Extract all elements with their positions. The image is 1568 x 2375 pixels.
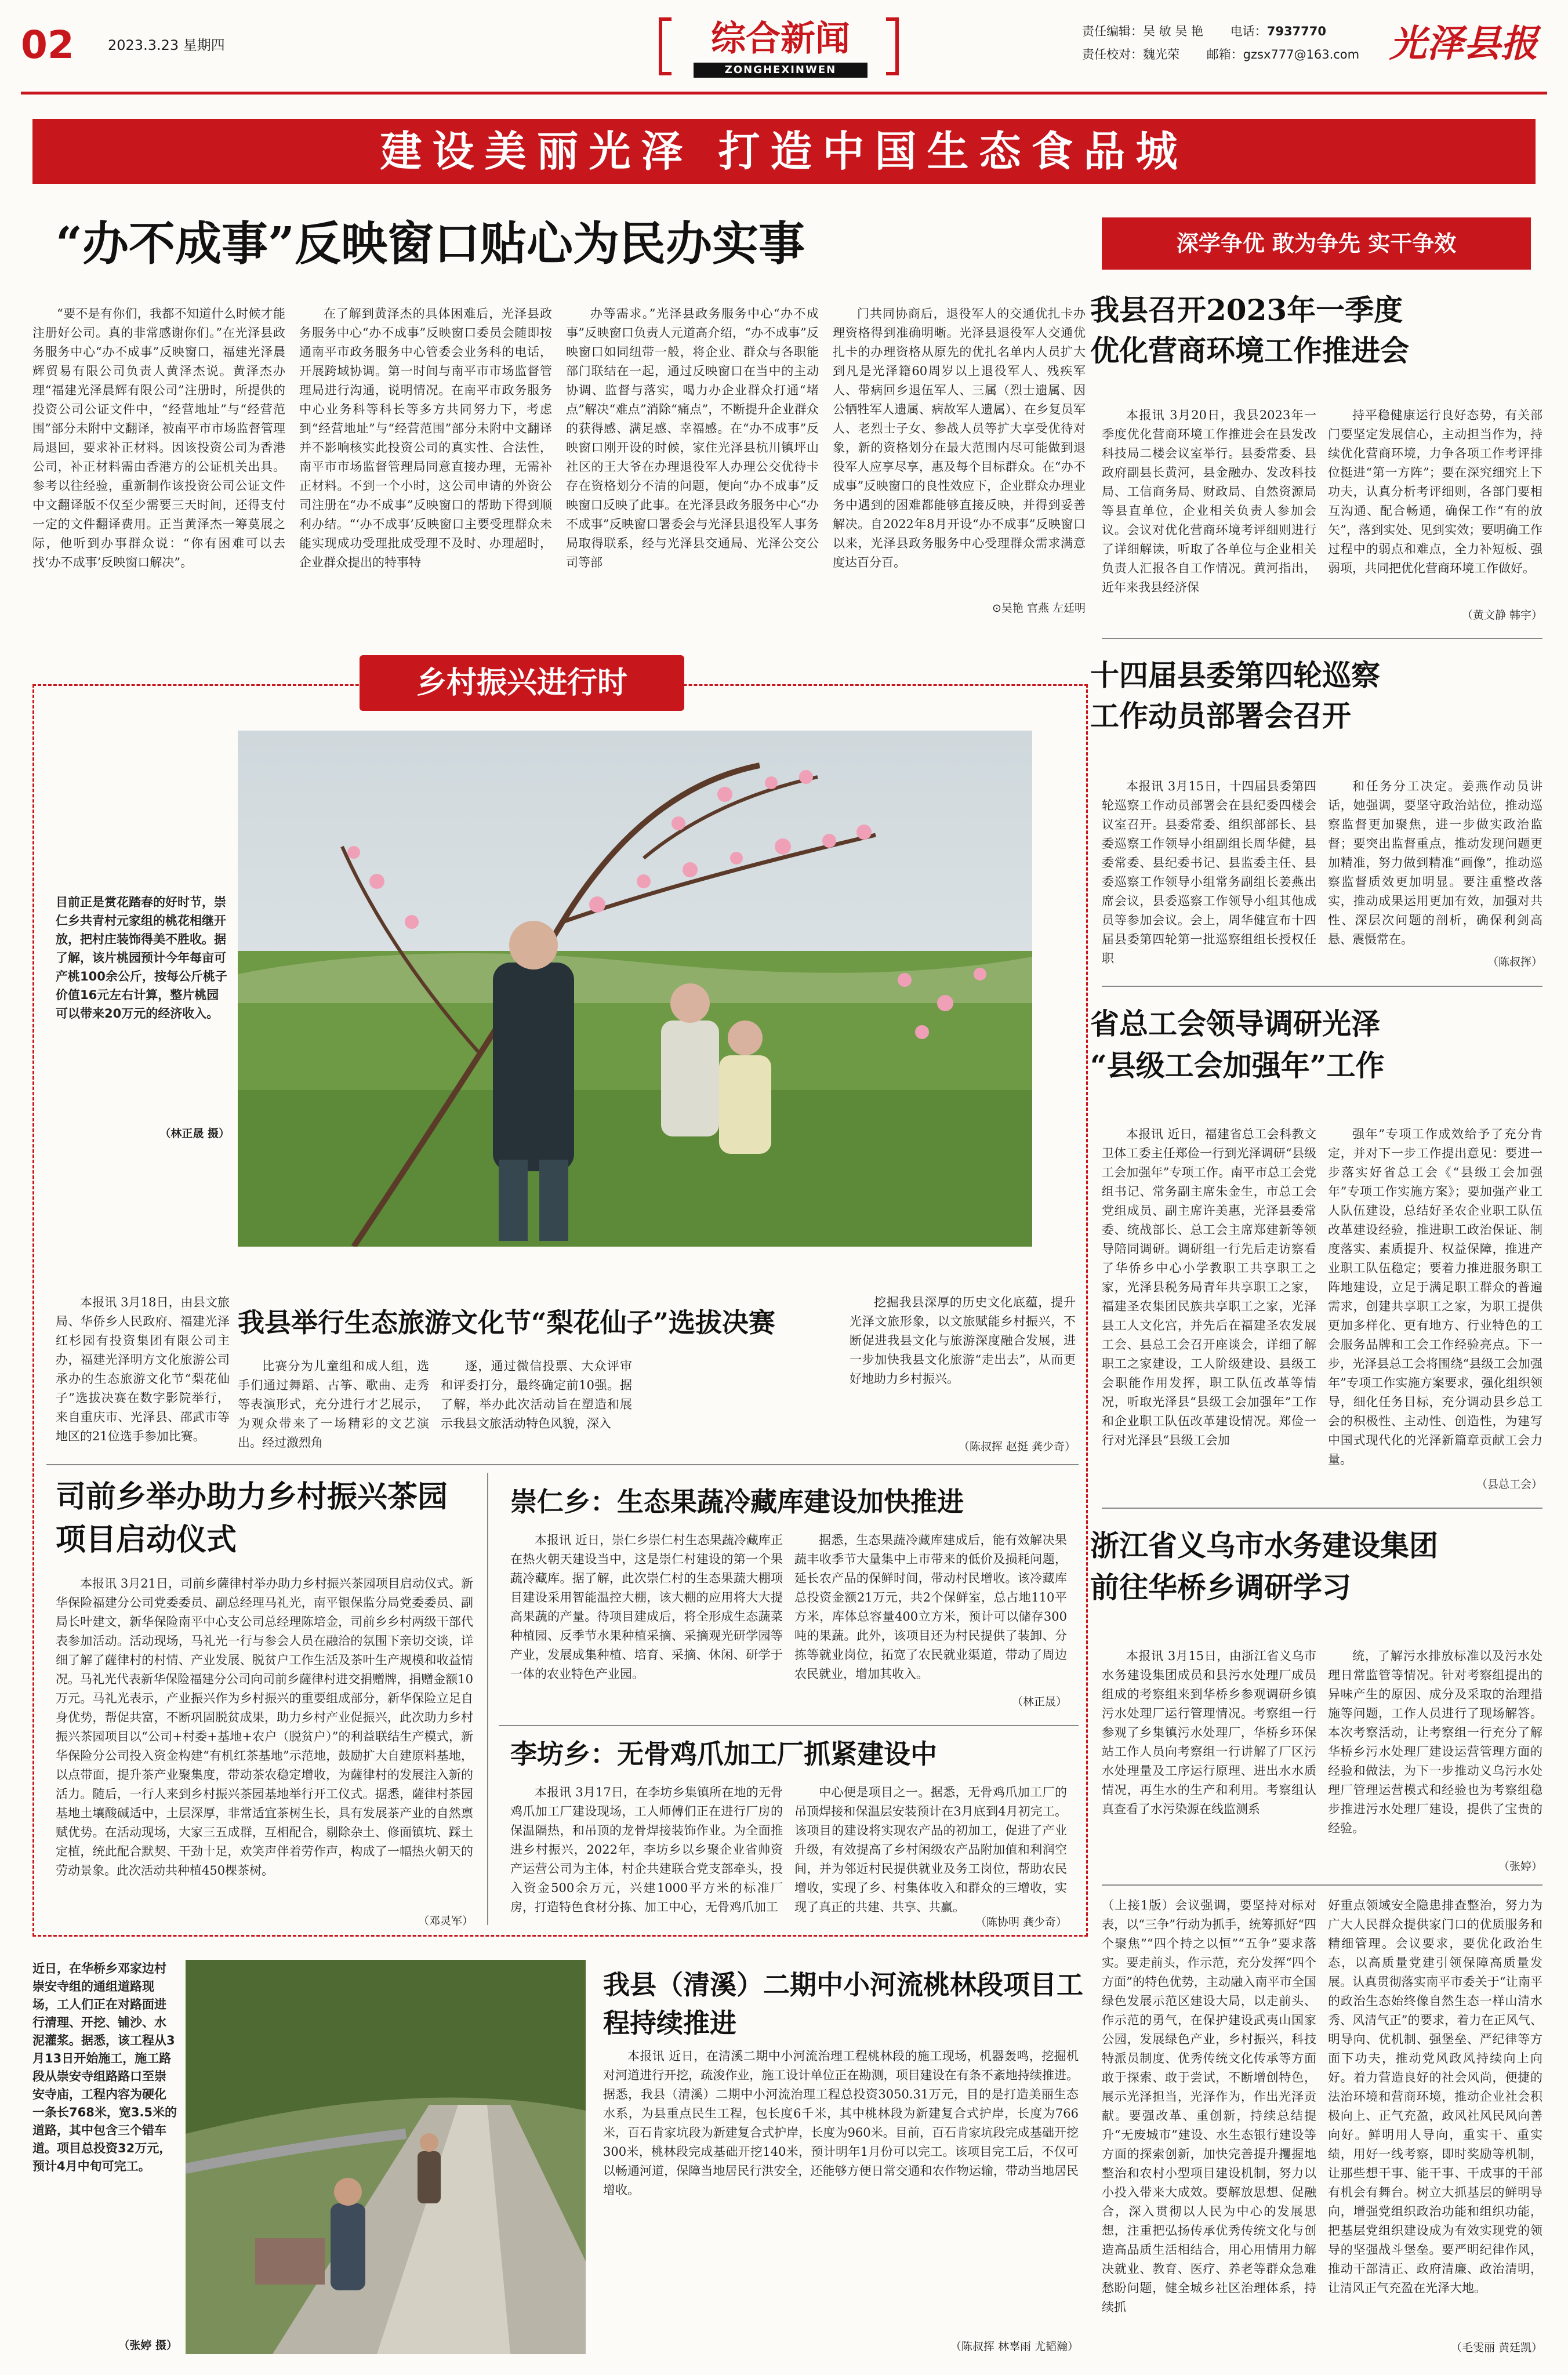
union-headline bbox=[1090, 1003, 1542, 1087]
river-story-headline: 我县（清溪）二期中小河流桃林段项目工程持续推进 bbox=[603, 1969, 1083, 2039]
issue-date: 2023.3.23 星期四 bbox=[108, 37, 225, 53]
union-byline: （县总工会） bbox=[1476, 1478, 1542, 1491]
yiwu-col-1: 本报讯 3月15日，由浙江省义乌市水务建设集团成员和县污水处理厂成员组成的考察组来到华桥乡参观调研乡镇污水处理厂运行管理情况。考察组一行参观了乡集镇污水处理厂，华桥乡环保站工作人员向考察组一行讲解了厂区污水处理量及工序运行原理、进出水水质情况，再生水的生产和利用。考察组认真查看了水污染源在线监测系 bbox=[1102, 1649, 1316, 1816]
pear-story-col-1: 本报讯 3月18日，由县文旅局、华侨乡人民政府、福建光泽红杉园有投资集团有限公司主办，福建光泽明方文化旅游公司承办的生态旅游文化节“梨花仙子”选拔决赛在数字影院举行，来自重庆市、光泽县、邵武市等地区的21位选手参加比赛。 bbox=[56, 1295, 230, 1443]
page-number: 02 bbox=[21, 23, 74, 67]
rural-tag-text: 乡村振兴进行时 bbox=[416, 666, 627, 700]
union-headline-line-1: 省总工会领导调研光泽 bbox=[1090, 1007, 1380, 1041]
pear-story-byline: （陈叔挥 赵挺 龚少奇） bbox=[958, 1440, 1076, 1453]
river-story-body: 本报讯 近日，在清溪二期中小河流治理工程桃林段的施工现场，机器轰鸣，挖掘机对河道进行开挖，疏浚作业，施工设计单位正在勘测，项目建设在有条不紊地持续推进。据悉，我县（清溪）二期中小河流治理工程总投资3050.31万元，目的是打造美丽生态水系，为县重点民生工程，包长度6千米，其中桃林段为新建复合式护岸，长度为766米，百石肯家坑段为新建复合式护岸，长度为960米。目前，百石肯家坑段完成基础开挖300米，桃林段完成基础开挖140米，预计明年1月份可以完工。该项目完工后，不仅可以畅通河道，保障当地居民行洪安全，还能够方便日常交通和农作物运输，带动当地居民增收。 bbox=[603, 2049, 1079, 2197]
cold-storage-headline: 崇仁乡：生态果蔬冷藏库建设加快推进 bbox=[510, 1486, 964, 1517]
tea-story-headline: 司前乡举办助力乡村振兴茶园项目启动仪式 bbox=[56, 1479, 448, 1557]
union-col-1: 本报讯 近日，福建省总工会科教文卫体工委主任郑俭一行到光泽调研“县级工会加强年”专项工作。南平市总工会党组书记、常务副主席朱金生，市总工会党组成员、副主席许美惠，光泽县委常委、统战部长、总工会主席郑建新等领导陪同调研。调研组一行先后走访察看了华侨乡中心小学教职工共享职工之家，光泽县税务局青年共享职工之家，福建圣农集团民族共享职工之家，光泽县工人文化宫，并先后在福建圣农发展工会、县总工会召开座谈会，详细了解职工之家建设，工人阶级建设、县级工会职能作用发挥，职工队伍改革等情况，听取光泽县“县级工会加强年”工作和企业职工队伍改革建设情况。郑俭一行对光泽县“县级工会加 bbox=[1102, 1127, 1316, 1447]
tea-story-body: 本报讯 3月21日，司前乡薩律村举办助力乡村振兴茶园项目启动仪式。新华保险福建分公司党委委员、副总经理马礼光，南平银保监分局党委委员、副局长叶建文，新华保险南平中心支公司总经理陈培金，司前乡乡村两级干部代表参加活动。活动现场，马礼光一行与参会人员在融洽的氛围下亲切交谈，详细了解了薩律村的村情、产业发展、脱贫户工作生活及茶叶生产规模和收益情况。马礼光代表新华保险福建分公司向司前乡薩律村进交捐赠牌，捐赠金额10万元。马礼光表示，产业振兴作为乡村振兴的重要组成部分，新华保险立足自身优势，帮促共富，不断巩固脱贫成果，助力乡村产业促振兴，此次助力乡村振兴茶园项目以“公司+村委+基地+农户（脱贫户）”的利益联结生产模式，新华保险分公司投入资金构建“有机红茶基地”示范地，鼓励扩大自建原料基地，以点带面，提升茶产业聚集度，带动茶农稳定增收，为薩律村的发展注入新的活力。随后，一行人来到乡村振兴茶园基地举行开工仪式。据悉，薩律村茶园基地土壤酸碱适中，土层深厚，非常适宜茶树生长，具有发展茶产业的自然禀赋优势。在活动现场，大家三五成群，互相配合，剔除杂土、修面镇坑、踩土定植，统此配合默契、干劲十足，欢笑声伴着劳作声，构成了一幅热火朝天的劳动景象。此次活动共种植450棵茶树。 bbox=[56, 1577, 473, 1878]
rural-vline bbox=[487, 1473, 488, 1925]
inspection-col-1: 本报讯 3月15日，十四届县委第四轮巡察工作动员部署会在县纪委四楼会议室召开。县委常委、组织部部长、县委巡察工作领导小组副组长周华健，县委常委、县纪委书记、县监委主任、县委巡察工作领导小组常务副组长姜燕出席会议，县委巡察工作领导小组其他成员等参加会议。会上，周华健宣布十四届县委第四轮第一批巡察组组长授权任职 bbox=[1102, 779, 1316, 965]
road-photo-credit: （张婷 摄） bbox=[118, 2339, 177, 2352]
river-story-byline: （陈叔挥 林辜雨 尤韬瀚） bbox=[950, 2340, 1079, 2353]
phone: 7937770 bbox=[1266, 24, 1327, 38]
road-construction-illustration bbox=[186, 1960, 586, 2354]
tea-story-byline: （邓灵军） bbox=[418, 1915, 473, 1927]
right-divider-1 bbox=[1102, 638, 1542, 639]
editors-line-1 bbox=[1082, 22, 1326, 39]
lead-byline: ⊙吴艳 官燕 左廷明 bbox=[992, 602, 1086, 615]
editors-line-2 bbox=[1082, 45, 1359, 63]
yiwu-headline-line-1: 浙江省义乌市水务建设集团 bbox=[1090, 1528, 1438, 1563]
road-construction-photo bbox=[186, 1960, 586, 2354]
yiwu-byline: （张婷） bbox=[1498, 1860, 1542, 1873]
cold-storage-byline: （林正晟） bbox=[1011, 1695, 1067, 1708]
page-header bbox=[21, 17, 1547, 87]
pear-story-headline: 我县举行生态旅游文化节“梨花仙子”选拔决赛 bbox=[238, 1307, 775, 1338]
peach-photo-caption: 目前正是赏花踏春的好时节，崇仁乡共青村元家组的桃花相继开放，把村庄装饰得美不胜收。据了解，该片桃园预计今年每亩可产桃100余公斤，按每公斤桃子价值16元左右计算，整片桃园可以带来20万元的经济收入。 bbox=[56, 895, 227, 1021]
biz-env-headline-line-1: 我县召开2023年一季度 bbox=[1090, 293, 1403, 327]
chicken-feet-col-2: 中心便是项目之一。据悉，无骨鸡爪加工厂的吊顶焊接和保温层安装预计在3月底到4月初完工。该项目的建设将实现农产品的初加工，促进了产业升级，有效提高了乡村闲级农产品附加值和利润空间，并为邻近村民提供就业及务工岗位，帮助农民增收，实现了乡、村集体收入和群众的三增收，实现了真正的共建、共享、共赢。 bbox=[794, 1785, 1067, 1913]
union-col-2: 强年”专项工作成效给予了充分肯定，并对下一步工作提出意见：要进一步落实好省总工会《“县级工会加强年”专项工作实施方案》；要加强产业工人队伍建设，总结好圣农企业职工队伍改革建设经验，推进职工政治保证、制度落实、素质提升、权益保障，推进产业职工队伍稳定；要着力推进服务职工阵地建设，立足于满足职工群众的普遍需求，创建共享职工之家，为职工提供更加多样化、更有地方、行业特色的工会服务品牌和工会工作经验亮点。下一步，光泽县总工会将围绕“县级工会加强年”专项工作实施方案要求，强化组织领导，细化任务目标，充分调动县乡总工会的积极性、主动性、创造性，为建写中国式现代化的光泽新篇章贡献工会力量。 bbox=[1328, 1127, 1542, 1466]
chicken-feet-headline: 李坊乡：无骨鸡爪加工厂抓紧建设中 bbox=[510, 1738, 937, 1770]
cold-storage-col-2: 据悉，生态果蔬冷藏库建成后，能有效解决果蔬丰收季节大量集中上市带来的低价及损耗问题，延长农产品的保鲜时间，带动村民增收。该冷藏库总投资金额21万元，共2个保鲜室，总占地110平方米，库体总容量400立方米，预计可以储存300吨的果蔬。此外，该项目还为村民提供了装卸、分拣等就业岗位，拓宽了农民就业渠道，带动了周边农民就业，增加其收入。 bbox=[794, 1533, 1067, 1681]
continued-col-2: 好重点领域安全隐患排查整治，努力为广大人民群众提供家门口的优质服务和精细管理。会议要求，要优化政治生态，以高质量党建引领保障高质量发展。认真贯彻落实南平市委关于“让南平的政治生态始终像自然生态一样山清水秀、风清气正”的要求，着力在正风气、明导向、优机制、强堡垒、严纪律等方面下功夫，推动党风政风持续向上向好。着力营造良好的社会风尚，便捷的法治环境和营商环境，推动企业社会积极向上、正气充盈，政风社风民风向善向好。鲜明用人导向，重实干、重实绩，用好一线考察，即时奖励等机制，让那些想干事、能干事、干成事的干部有机会有舞台。树立大抓基层的鲜明导向，增强党组织政治功能和组织功能，把基层党组织建设成为有效实现党的领导的坚强战斗堡垒。要严明纪律作风，推动干部清正、政府清廉、政治清明，让清风正气充盈在光泽大地。 bbox=[1328, 1898, 1542, 2295]
cold-storage-col-1: 本报讯 近日，崇仁乡崇仁村生态果蔬冷藏库正在热火朝天建设当中，这是崇仁村建设的第一个果蔬冷藏库。据了解，此次崇仁村的生态果蔬大棚项目建设采用智能温控大棚，该大棚的应用将大大提高果蔬的产量。待项目建成后，将全形成生态蔬菜种植园、反季节水果种植采摘、采摘观光研学园等产业，发展成集种植、培育、采摘、休闲、研学于一体的农业特色产业园。 bbox=[510, 1533, 783, 1681]
pear-story-col-4: 挖掘我县深厚的历史文化底蕴，提升光泽文旅形象，以文旅赋能乡村振兴，不断促进我县文化与旅游深度融合发展，进一步加快我县文化旅游“走出去”，从而更好地助力乡村振兴。 bbox=[850, 1295, 1076, 1386]
road-photo-caption: 近日，在华桥乡邓家边村崇安寺组的通组道路现场，工人们正在对路面进行清理、开挖、铺沙、水泥灌浆。据悉，该工程从3月13日开始施工，施工路段从崇安寺组路路口至崇安寺庙，工程内容为硬化一条长768米，宽3.5米的道路，其中包含三个错车道。项目总投资32万元，预计4月中旬可完工。 bbox=[32, 1962, 177, 2173]
biz-env-headline bbox=[1090, 290, 1542, 371]
proofreader: 责任校对：魏光荣 bbox=[1082, 48, 1179, 61]
pear-story-col-2: 比赛分为儿童组和成人组，选手们通过舞蹈、古筝、歌曲、走秀等表演形式，充分进行才艺展示，为观众带来了一场精彩的文艺演出。经过激烈角 bbox=[238, 1359, 429, 1450]
slogan-text: 建设美丽光泽 打造中国生态食品城 bbox=[380, 126, 1188, 176]
right-divider-3 bbox=[1102, 1508, 1542, 1509]
continued-col-1: （上接1版）会议强调，要坚持对标对表，以“三争”行动为抓手，统筹抓好“四个聚焦”“四个持之以恒”“五争”要求落实。要走前头，作示范，充分发挥“四个方面”的特色优势，主动融入南平市全国绿色发展示范区建设大局，以走前头、作示范的勇气，在保护建设武夷山国家公园，发展绿色产业，乡村振兴，科技特派员制度、优秀传统文化传承等方面敢于探索、敢于尝试，不断增创特色，展示光泽担当，光泽作为，作出光泽贡献。要强改革、重创新，持续总结提升“无废城市”建设、水生态银行建设等方面的探索创新，加快完善提升攫握地整治和农村小型项目建设机制，努力以小投入带来大成效。要解放思想、促融合，深入贯彻以人民为中心的发展思想，注重把弘扬传承优秀传统文化与创造高品质生活相结合，用心用情用力解决就业、教育、医疗、养老等群众急难愁盼问题，健全城乡社区治理体系，持续抓 bbox=[1102, 1898, 1316, 2314]
section-title: 综合新闻 bbox=[711, 19, 850, 59]
section-bracket-right bbox=[886, 17, 899, 75]
inspection-headline-line-2: 工作动员部署会召开 bbox=[1090, 699, 1351, 733]
biz-env-col-1: 本报讯 3月20日，我县2023年一季度优化营商环境工作推进会在县发改科技局二楼会议室举行。县委常委、县政府副县长黄河，县金融办、发改科技局、工信商务局、财政局、自然资源局等县直单位，企业相关负责人参加会议。会议对优化营商环境考评细则进行了详细解读，听取了各单位与企业相关负责人汇报各自工作情况。黄河指出，近年来我县经济保 bbox=[1102, 408, 1316, 594]
biz-env-headline-line-2: 优化营商环境工作推进会 bbox=[1090, 333, 1409, 368]
editors: 责任编辑：吴 敏 吴 艳 bbox=[1082, 24, 1204, 38]
section-subtitle: ZONGHEXINWEN bbox=[724, 64, 837, 76]
lead-col-3: 办等需求。”光泽县政务服务中心“办不成事”反映窗口负责人元道高介绍，“办不成事”反映窗口如同纽带一般，将企业、群众与各职能部门联结在一起，通过反映窗口在当中的主动协调、监督与落实，喝力办企业群众打通“堵点”解决“难点”消除“痛点”，不断提升企业群众的获得感、满足感、幸福感。在“办不成事”反映窗口刚开设的时候，家住光泽县杭川镇坪山社区的王大爷在办理退役军人办理公交优待卡存在资格划分不清的问题，便向“办不成事”反映窗口反映了此事。在光泽县政务服务中心“办不成事”反映窗口署委会与光泽县退役军人事务局取得联系，经与光泽县交通局、光泽公交公司等部 bbox=[566, 307, 819, 569]
union-headline-line-2: “县级工会加强年”工作 bbox=[1090, 1048, 1385, 1083]
peach-blossom-photo bbox=[238, 731, 1032, 1247]
peach-photo-credit: （林正晟 摄） bbox=[159, 1127, 230, 1140]
inspection-col-2: 和任务分工决定。姜燕作动员讲话，她强调，要坚守政治站位，推动巡察监督更加聚焦，进一步做实政治监督；要突出监督重点，推动发现问题更加精准，努力做到精准“画像”，推动巡察监督质效更加明显。要注重整改落实，推动成果运用更加有效，加强对共性、深层次问题的剖析，确保利剑高悬、震慑常在。 bbox=[1328, 779, 1542, 946]
lead-col-2: 在了解到黄泽杰的具体困难后，光泽县政务服务中心“办不成事”反映窗口委员会随即按通南平市政务服务中心管委会业务科的电话，开展跨域协调。第一时间与南平市市场监督管理局进行沟通，说明情况。在南平市政务服务中心业务科等科长等多方共同努力下，考虑到“经营地址”与“经营范围”部分未附中文翻译并不影响核实此投资公司的真实性、合法性，南平市市场监督管理局同意直接办理，无需补正材料。不到一个小时，这公司申请的外资公司注册在“办不成事”反映窗口的帮助下得到顺利办结。“‘办不成事’反映窗口主要受理群众未能实现成功受理批成受理不及时、办理超时，企业群众提出的特事特 bbox=[299, 307, 552, 569]
continued-byline: （毛雯丽 黄廷凯） bbox=[1450, 2341, 1542, 2354]
lead-headline: “办不成事”反映窗口贴心为民办实事 bbox=[56, 216, 805, 271]
right-divider-2 bbox=[1102, 986, 1542, 987]
inspection-byline: （陈叔挥） bbox=[1487, 956, 1542, 968]
paper-logo: 光泽县报 bbox=[1389, 22, 1538, 66]
yiwu-headline-line-2: 前往华桥乡调研学习 bbox=[1090, 1570, 1351, 1604]
section-bracket-left bbox=[659, 17, 672, 75]
pear-story-col-3: 逐，通过微信投票、大众评审和评委打分，最终确定前10强。据了解，举办此次活动旨在塑造和展示我县文旅活动特色风貌，深入 bbox=[441, 1359, 632, 1430]
biz-env-byline: （黄文静 韩宇） bbox=[1461, 609, 1542, 622]
right-banner-text: 深学争优 敢为争先 实干争效 bbox=[1176, 231, 1457, 256]
email: 邮箱：gzsx777@163.com bbox=[1206, 48, 1360, 61]
rural-divider-1 bbox=[46, 1464, 1079, 1465]
yiwu-col-2: 统，了解污水排放标准以及污水处理日常监管等情况。针对考察组提出的异味产生的原因、成分及采取的治理措施等问题，工作人员进行了现场解答。本次考察活动，让考察组一行充分了解华桥乡污水处理厂建设运营管理方面的经验和做法，为下一步推动义乌污水处理厂管理运营模式和经验也为考察组稳步推进污水处理厂建设，提供了宝贵的经验。 bbox=[1328, 1649, 1542, 1835]
chicken-feet-col-1: 本报讯 3月17日，在李坊乡集镇所在地的无骨鸡爪加工厂建设现场，工人师傅们正在进行厂房的保温隔热，和吊顶的龙骨焊接装饰作业。为全面推进乡村振兴，2022年，李坊乡以乡聚企业省帅资产运营公司为主体，村企共建联合党支部牵头，投入资金500余万元，兴建1000平方米的标准厂房，打造特色食材分拣、加工中心，无骨鸡爪加工 bbox=[510, 1785, 783, 1914]
chicken-feet-byline: （陈协明 龚少奇） bbox=[975, 1916, 1067, 1929]
inspection-headline bbox=[1090, 655, 1542, 736]
biz-env-col-2: 持平稳健康运行良好态势，有关部门要坚定发展信心，主动担当作为，持续优化营商环境，力争各项工作考评排位挺进“第一方阵”；要在深究细究上下功夫，认真分析考评细则，各部门要相互沟通、配合畅通，确保工作“有的放矢”，落到实处、见到实效；要明确工作过程中的弱点和难点，全力补短板、强弱项，共同把优化营商环境工作做好。 bbox=[1328, 408, 1542, 575]
lead-col-4: 门共同协商后，退役军人的交通优扎卡办理资格得到准确明晰。光泽县退役军人交通优扎卡的办理资格从原先的优扎名单内人员扩大到凡是光泽籍60周岁以上退役军人、残疾军人、带病回乡退伍军人、三属（烈士遗属、因公牺牲军人遗属、病故军人遗属）、在乡复员军人、老烈士子女、参战人员等扩大享受优待对象，新的资格划分在最大范围内尽可能做到退役军人应享尽享，惠及每个目标群众。在“办不成事”反映窗口的良性效应下，企业群众办理业务中遇到的困难都能够直接反映，并得到妥善解决。自2022年8月开设“办不成事”反映窗口以来，光泽县政务服务中心受理群众需求满意度达百分百。 bbox=[833, 307, 1086, 569]
phone-label: 电话： bbox=[1230, 24, 1267, 38]
inspection-headline-line-1: 十四届县委第四轮巡察 bbox=[1090, 658, 1380, 692]
right-divider-4 bbox=[1102, 1884, 1542, 1886]
yiwu-headline bbox=[1090, 1525, 1542, 1608]
peach-blossom-illustration bbox=[238, 731, 1032, 1247]
lead-col-1: “要不是有你们，我都不知道什么时候才能注册好公司。真的非常感谢你们。”在光泽县政务服务中心“办不成事”反映窗口，福建光泽晨辉贸易有限公司负责人黄泽杰说。黄泽杰办理“福建光泽晨辉有限公司”注册时，所提供的投资公司公证文件中，“经营地址”与“经营范围”部分未附中文翻译，被南平市市场监督管理局退回，要求补正材料。因该投资公司为香港公司，补正材料需由香港方的公证机关出具。参考以往经验，重新制作该投资公司公证文件中文翻译版不仅至少需要三天时间，还得支付一定的文件翻译费用。正当黄泽杰一筹莫展之际，他听到办事群众说：“你有困难可以去找‘办不成事’反映窗口解决”。 bbox=[32, 307, 285, 569]
header-rule bbox=[21, 92, 1547, 95]
rural-divider-2 bbox=[499, 1725, 1079, 1726]
